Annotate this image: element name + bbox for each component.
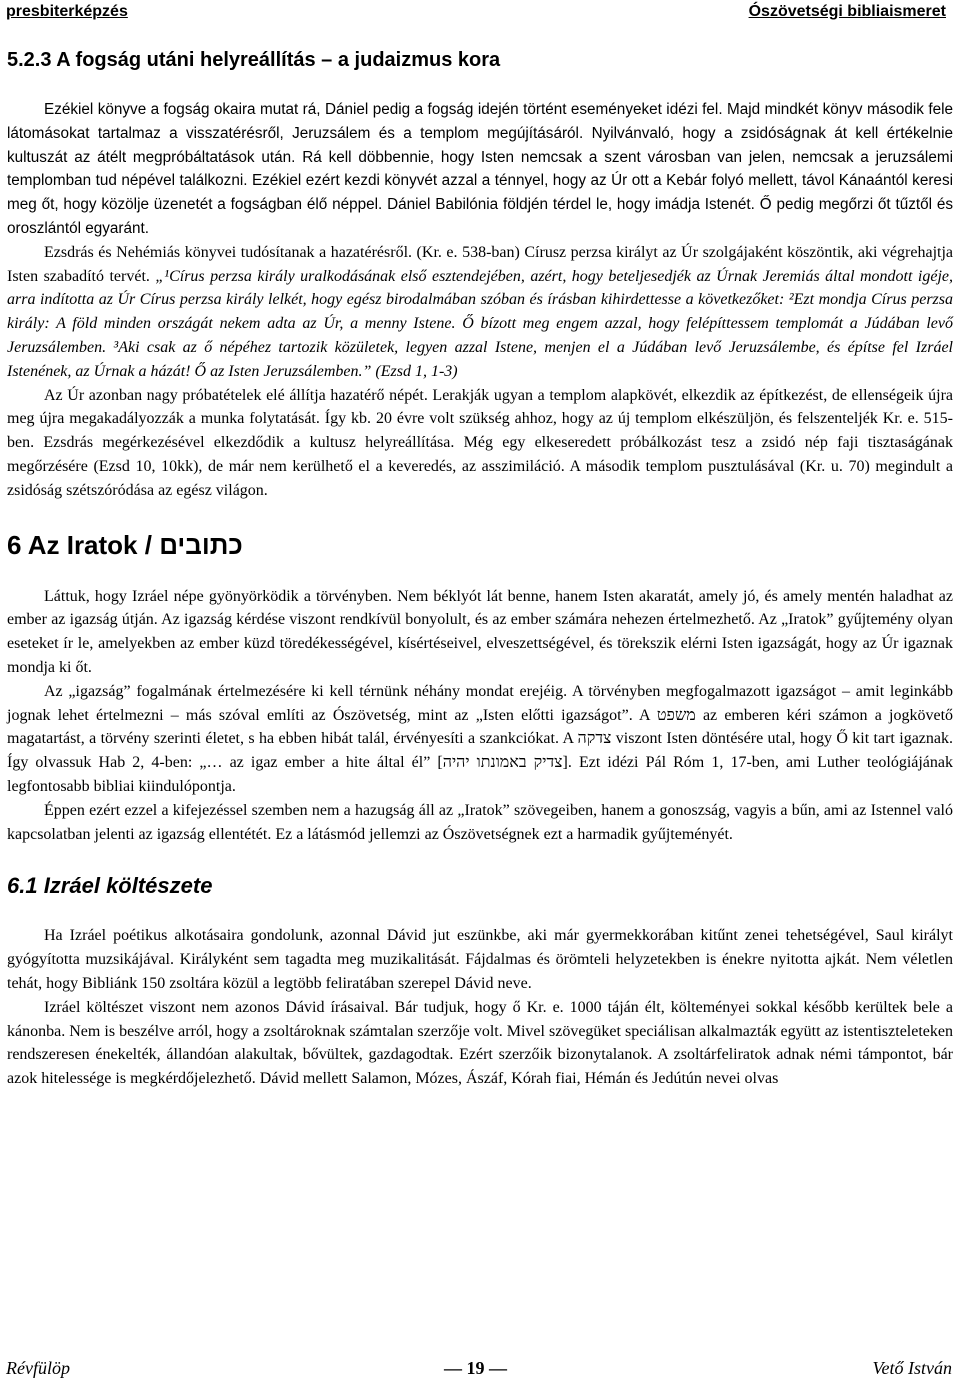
paragraph-trials: Az Úr azonban nagy próbatételek elé állítja hazatérő népét. Lerakják ugyan a templom alapkövét, elkezdik az építkezést, de ellenségeik újra meg újra megakadályozzák a munka folytatását. Így kb. 20 évre volt szükség ahhoz, hogy az új templom elkészüljön, és felszenteljék Kr. e. 515-ben. Ezsdrás megérkezésével elkezdődik a kultusz helyreállítása. Még egy elkeseredett próbálkozást tesz a zsidó nép faji tisztaságának megőrzésére (Ezsd 10, 10kk), de már nem kerülhető el a keveredés, az asszimiláció. A második templom pusztulásával (Kr. u. 70) megindult a zsidóság szétszóródása az egész világon. bbox=[7, 386, 953, 499]
paragraph-righteousness: Az „igazság” fogalmának értelmezésére ki kell térnünk néhány mondat erejéig. A törvényben megfogalmazott igazságot – amit leginkább jognak lehet értelmezni – más szóval említi az Ószövetség, mint az „Isten előtti igazságot”. A משפט az emberen kéri számon a jogkövető magatartást, a törvény szerinti életet, s ha ebben hibát talál, érvényesíti a szankciókat. A צדקה viszont Isten döntésére utal, hogy Ő kit tart igaznak. Így olvassuk Hab 2, 4-ben: „… az igaz ember a hite által él” [צדיק באמונתו יהיה]. Ezt idézi Pál Róm 1, 17-ben, ami Luther teológiájának legfontosabb bibliai kiindulópontja. bbox=[7, 682, 954, 795]
subsection-title: 6.1 Izráel költészete bbox=[7, 873, 213, 899]
footer-author: Vető István bbox=[872, 1358, 952, 1378]
paragraph-wickedness: Éppen ezért ezzel a kifejezéssel szemben nem a hazugság áll az „Iratok” szövegeiben, hanem a gonoszság, vagyis a bűn, ami az Istennel való kapcsolatban jelenti az igazság ellentétét. Ez a látásmód jellemzi az Ószövetségnek ezt a harmadik gyűjteményét. bbox=[7, 801, 953, 843]
paragraph-poetry: Izráel költészet viszont nem azonos Dávid írásaival. Bár tudjuk, hogy ő Kr. e. 1000 táján élt, költeményei sokkal később kerültek bele a kánonba. Nem is beszélve arról, hogy a zsoltároknak számtalan szerzője volt. Mivel szövegüket speciálisan alkalmazták együtt az istentiszteleteken rendszeresen énekelték, állandóan alakultak, bővültek, gazdagodtak. Ezért szerzőik bizonytalanok. A zsoltárfeliratok adnak némi támpontot, bár azok hitelessége is megkérdőjelezhető. Dávid mellett Salamon, Mózes, Ászáf, Kórah fiai, Hémán és Jedútún nevei olvas bbox=[7, 998, 953, 1088]
paragraph-return bbox=[7, 241, 953, 384]
paragraph-text: Rá kell döbbennie, hogy Isten nemcsak a szent városban van jelen, nemcsak a jeruzsálemi templomban tud népével találkozni. Ezékiel ezért kezdi könyvét azzal a ténnyel, hogy az Úr ott a Kebár folyó mellett, távol Kánaántól keresi meg őt, hogy közölje üzenetét a fogságban élő néppel. Dániel Babilónia földjén térdel le, hogy imádja Istenét. Ő pedig megőrzi őt tűztől és oroszlántól egyaránt. bbox=[7, 148, 953, 237]
paragraph-law: Láttuk, hogy Izráel népe gyönyörködik a törvényben. Nem béklyót lát benne, hanem Isten akaratát, amely jó, és amely mentén haladhat az ember az igazság útján. Az igazság kérdése viszont rendkívül bonyolult, és az ember számára nehezen értelmezhető. Az „Iratok” gyűjtemény olyan eseteket ír le, amelyekben az ember küzd töredékességével, kísértéseivel, elveszettségével, és törekszik elérni Isten igazságát, hogy az Úr igaznak mondja ki őt. bbox=[7, 587, 953, 676]
page-header bbox=[6, 3, 946, 25]
header-right: Ószövetségi bibliaismeret bbox=[748, 3, 946, 20]
scripture-quote: „¹Círus perzsa király uralkodásának első esztendejében, azért, hogy beteljesedjék az Úrnak Jeremiás által mondott igéje, arra indította az Úr Círus perzsa király lelkét, hogy egész birodalmában szóban és írásban kihirdettesse a következőket: ²Ezt mondja Círus perzsa király: A föld minden országát nekem adta az Úr, a menny Istene. Ő bízott meg engem azzal, hogy felépíttessem templomát a Júdában levő Jeruzsálemben. ³Aki csak az ő népéhez tartozik közületek, legyen azzal Istene, menjen el a Júdában levő Jeruzsálembe, és építse fel Izráel Istenének, az Úrnak a házát! Ő az Isten Jeruzsálemben.” bbox=[7, 267, 954, 380]
paragraph-david: Ha Izráel poétikus alkotásaira gondolunk, azonnal Dávid jut eszünkbe, aki már gyermekkorában kitűnt zenei tehetségével, Saul királyt gyógyította muzsikájával. Királyként sem tagadta meg muzikalitását. Fájdalmas és örömteli helyzetekben is énekre nyitotta ajkát. Nem véletlen tehát, hogy Bibliánk 150 zsoltára közül a legtöbb feliratában szerepel Dávid neve. bbox=[7, 927, 953, 992]
chapter-title: 6 Az Iratok / כתובים bbox=[7, 529, 243, 560]
footer-location: Révfülöp bbox=[6, 1358, 70, 1378]
page-body bbox=[7, 46, 953, 1091]
paragraph-text: Ezsdrás és Nehémiás könyvei tudósítanak a hazatérésről. (Kr. e. 538-ban) Círusz perzsa királyt az Úr szolgájaként köszöntik, aki végrehajtja Isten szabadító tervét. bbox=[7, 243, 953, 285]
page-number: — 19 — bbox=[444, 1358, 507, 1378]
header-left: presbiterképzés bbox=[6, 3, 128, 20]
page-footer bbox=[6, 1358, 952, 1384]
paragraph-text: Ezékiel könyve a fogság okaira mutat rá, Dániel pedig a fogság idején történt eseményeket idézi fel. Majd mindkét könyv második fele látomásokat tartalmaz a visszatérésről, Jeruzsálem és a templom megújításáról. Nyilvánvaló, hogy a zsidóságnak át kell értékelnie kultuszát az átélt megpróbáltatások után. bbox=[7, 101, 953, 166]
paragraph-ezekiel-daniel bbox=[7, 98, 953, 241]
section-title: 5.2.3 A fogság utáni helyreállítás – a judaizmus kora bbox=[7, 49, 501, 71]
scripture-reference: (Ezsd 1, 1-3) bbox=[375, 362, 458, 380]
